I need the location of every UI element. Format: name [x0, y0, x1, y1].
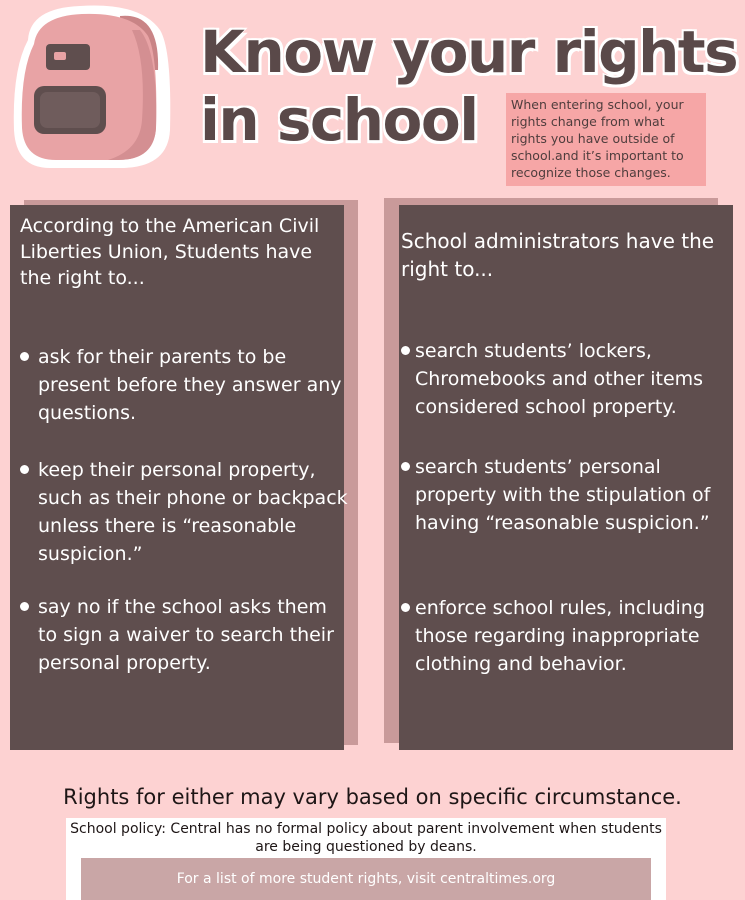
list-item: search students’ lockers, Chromebooks and other items considered school property.: [399, 337, 733, 421]
bullet-icon: [401, 462, 410, 471]
title-line-2: in school: [200, 86, 478, 154]
bullet-icon: [401, 603, 410, 612]
students-rights-card: [10, 205, 348, 750]
title-line-1: Know your rights: [200, 18, 738, 86]
bullet-icon: [401, 346, 410, 355]
backpack-icon: [0, 0, 200, 170]
students-card-heading: According to the American Civil Liberties Union, Students have the right to...: [20, 215, 320, 289]
bullet-icon: [20, 465, 29, 474]
list-item: keep their personal property, such as their phone or backpack unless there is “reasonable suspicion.”: [10, 456, 348, 568]
list-item: search students’ personal property with the stipulation of having “reasonable suspicion.”: [399, 453, 733, 537]
list-item: say no if the school asks them to sign a waiver to search their personal property.: [10, 593, 348, 677]
admins-card-heading: School administrators have the right to...: [401, 229, 715, 281]
list-item: enforce school rules, including those regarding inappropriate clothing and behavior.: [399, 594, 733, 678]
bullet-icon: [20, 352, 29, 361]
policy-box: [66, 818, 666, 900]
admins-rights-card: [399, 205, 733, 750]
intro-box: When entering school, your rights change from what rights you have outside of school.and it’s important to recognize those changes.: [506, 93, 706, 186]
policy-text: School policy: Central has no formal policy about parent involvement when students are being questioned by deans.: [70, 821, 662, 855]
disclaimer-text: Rights for either may vary based on specific circumstance.: [63, 785, 682, 809]
more-rights-link[interactable]: For a list of more student rights, visit centraltimes.org: [81, 858, 651, 900]
list-item: ask for their parents to be present before they answer any questions.: [10, 343, 348, 427]
bullet-icon: [20, 602, 29, 611]
